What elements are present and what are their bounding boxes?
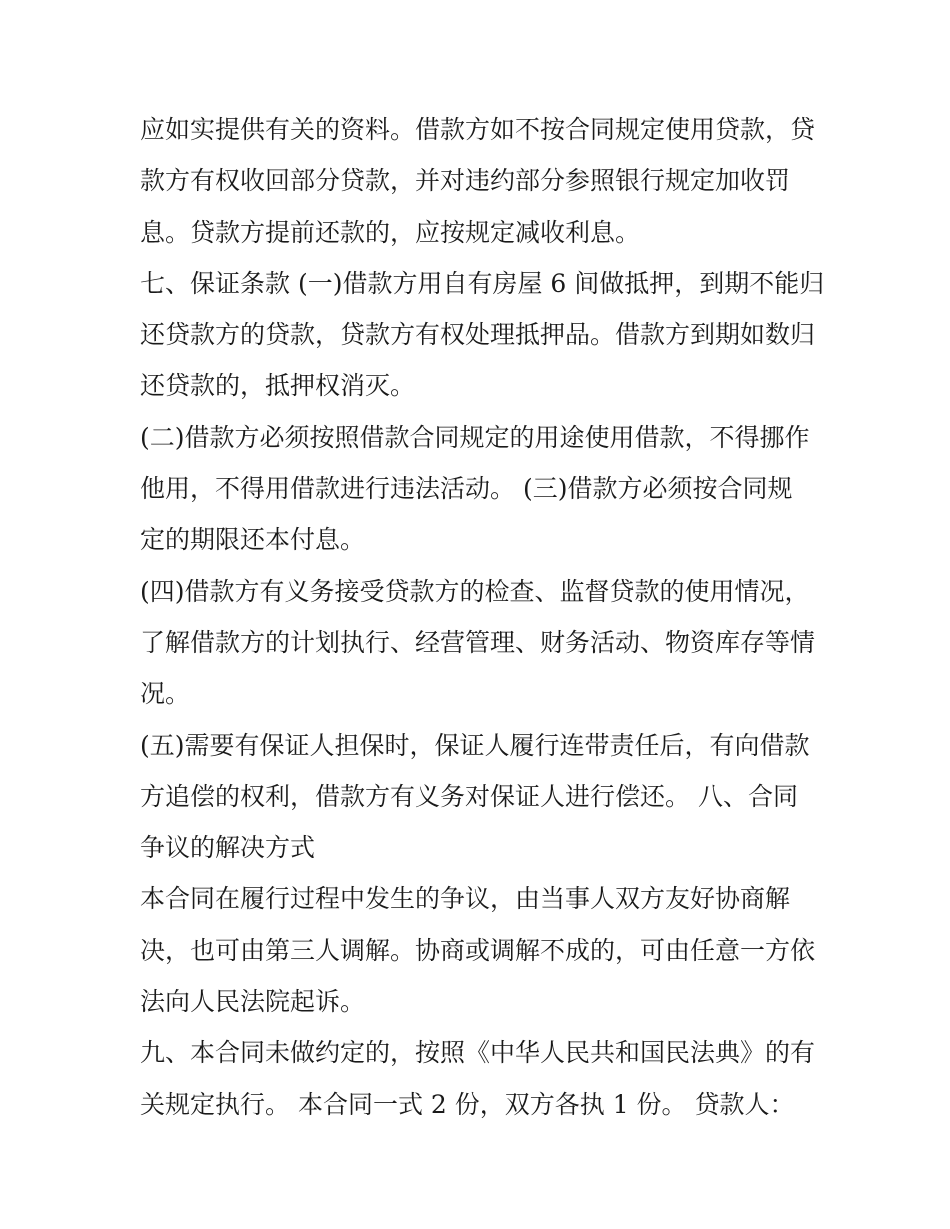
text-line: 方追偿的权利，借款方有义务对保证人进行偿还。 八、合同 — [140, 781, 798, 811]
document-body — [140, 104, 825, 1130]
text-line: 决，也可由第三人调解。协商或调解不成的，可由任意一方依 — [140, 935, 816, 965]
text-line: (四)借款方有义务接受贷款方的检查、监督贷款的使用情况， — [140, 576, 810, 606]
text-line: 还贷款的，抵押权消灭。 — [140, 371, 416, 401]
text-line: 款方有权收回部分贷款，并对违约部分参照银行规定加收罚 — [140, 166, 791, 196]
text-line: 争议的解决方式 — [140, 833, 316, 863]
text-line: 法向人民法院起诉。 — [140, 987, 366, 1017]
text-line: 九、本合同未做约定的，按照《中华人民共和国民法典》的有 — [140, 1038, 816, 1068]
text-line: 他用，不得用借款进行违法活动。 (三)借款方必须按合同规 — [140, 474, 793, 504]
paragraph-guarantee-clause-5 — [140, 720, 820, 874]
paragraph-repayment — [140, 104, 820, 258]
text-line: 本合同在履行过程中发生的争议，由当事人双方友好协商解 — [140, 884, 791, 914]
text-line: 况。 — [140, 679, 191, 709]
paragraph-guarantee-clause-4 — [140, 566, 820, 720]
paragraph-final-provisions — [140, 1027, 820, 1130]
paragraph-guarantee-clause-1 — [140, 258, 825, 412]
text-line: 七、保证条款 (一)借款方用自有房屋 6 间做抵押，到期不能归 — [140, 268, 825, 298]
text-line: 定的期限还本付息。 — [140, 525, 366, 555]
text-line: 了解借款方的计划执行、经营管理、财务活动、物资库存等情 — [140, 627, 816, 657]
paragraph-dispute-resolution — [140, 873, 820, 1027]
text-line: 应如实提供有关的资料。借款方如不按合同规定使用贷款，贷 — [140, 115, 816, 144]
text-line: 还贷款方的贷款，贷款方有权处理抵押品。借款方到期如数归 — [140, 320, 816, 350]
text-line: 息。贷款方提前还款的，应按规定减收利息。 — [140, 217, 641, 247]
paragraph-guarantee-clause-2-3 — [140, 412, 820, 566]
text-line: (二)借款方必须按照借款合同规定的用途使用借款，不得挪作 — [140, 422, 810, 452]
text-line: (五)需要有保证人担保时，保证人履行连带责任后，有向借款 — [140, 730, 810, 760]
text-line: 关规定执行。 本合同一式 2 份，双方各执 1 份。 贷款人： — [140, 1089, 795, 1119]
